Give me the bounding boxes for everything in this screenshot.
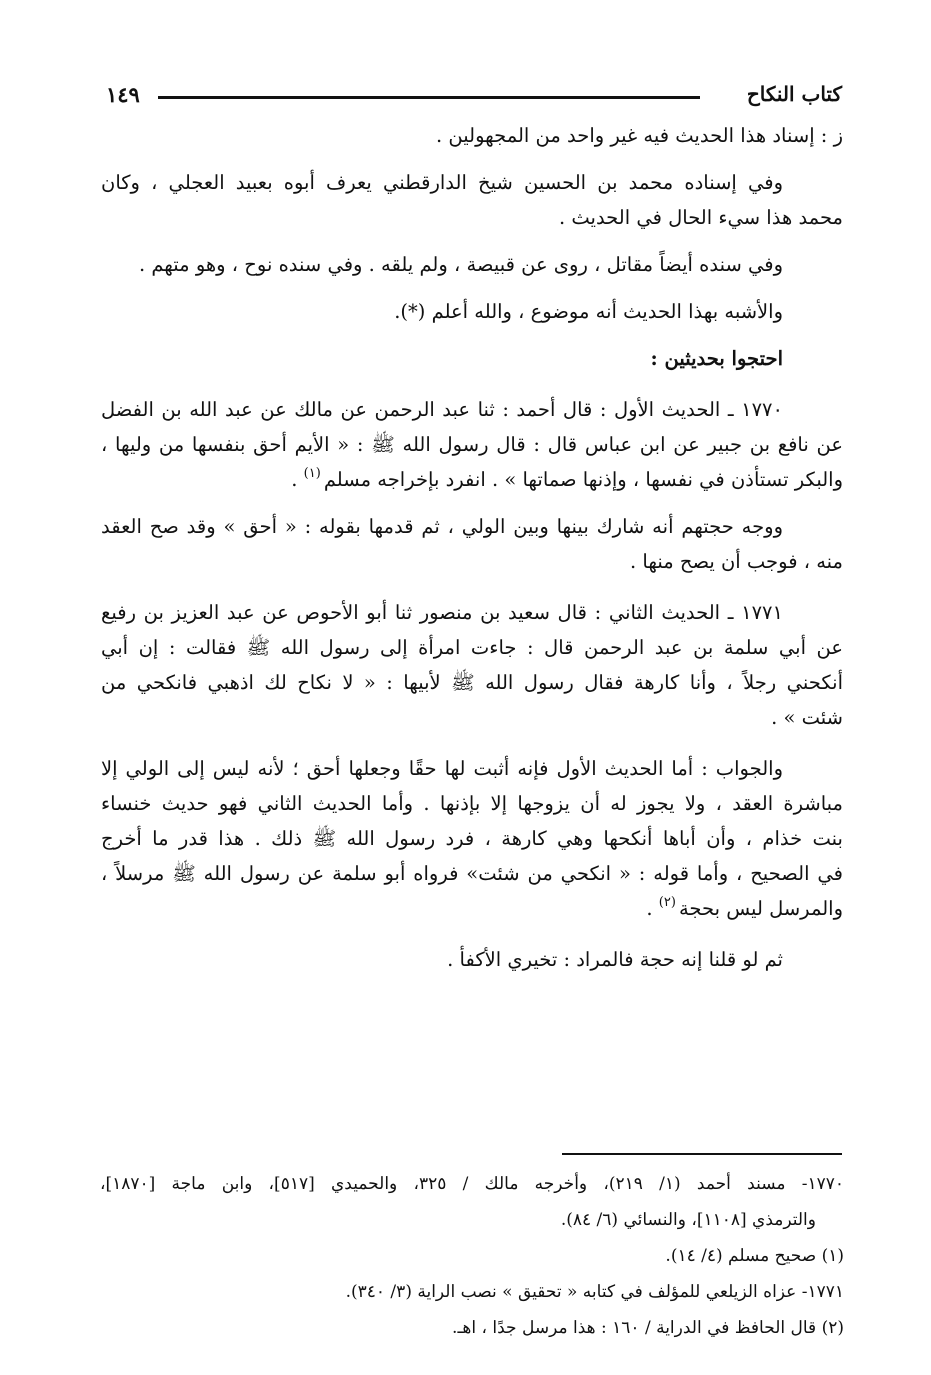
- footnote-line: (١) صحيح مسلم (٤/ ١٤).: [665, 1246, 844, 1266]
- footnote-rule: [562, 1153, 842, 1155]
- hadith-line: عن أبي سلمة بن عبد الرحمن قال : جاءت امرأة إلى رسول الله ﷺ فقالت : إن أبي: [101, 636, 843, 659]
- text-line: في الصحيح ، وأما قوله : « انكحي من شئت» فرواه أبو سلمة عن رسول الله ﷺ مرسلاً ،: [101, 862, 843, 885]
- hadith-text: والبكر تستأذن في نفسها ، وإذنها صماتها » . انفرد بإخراجه مسلم: [323, 468, 843, 491]
- footnotes: [100, 1166, 844, 1346]
- chapter-title: كتاب النكاح: [746, 82, 842, 106]
- footnote-line: ١٧٧٠- مسند أحمد (١/ ٢١٩)، وأخرجه مالك / ٣٢٥، والحميدي [٥١٧]، وابن ماجة [١٨٧٠]،: [100, 1174, 845, 1194]
- hadith-line: ١٧٧١ ـ الحديث الثاني : قال سعيد بن منصور ثنا أبو الأحوص عن عبد العزيز بن رفيع: [101, 601, 783, 624]
- footnote-line: ١٧٧١- عزاه الزيلعي للمؤلف في كتابه « تحقيق » نصب الراية (٣/ ٣٤٠).: [345, 1282, 844, 1302]
- text-line: محمد هذا سيء الحال في الحديث .: [558, 206, 843, 229]
- text-line: والجواب : أما الحديث الأول فإنه أثبت لها حقًا وجعلها أحق ؛ لأنه ليس إلى الولي إلا: [101, 757, 783, 780]
- text-line: والأشبه بهذا الحديث أنه موضوع ، والله أعلم (*).: [394, 300, 783, 323]
- hadith-line: عن نافع بن جبير عن ابن عباس قال : قال رسول الله ﷺ : « الأيم أحق بنفسها من وليها ،: [101, 433, 843, 456]
- period: .: [646, 897, 653, 920]
- hadith-line: [101, 462, 843, 497]
- text-line: بنت خذام ، وأن أباها أنكحها وهي كارهة ، فرد رسول الله ﷺ ذلك . هذا قدر ما أخرج: [101, 827, 843, 850]
- text-line: [101, 891, 843, 926]
- page-number: ١٤٩: [106, 82, 140, 107]
- footnote-line: (٢) قال الحافظ في الدراية / ١٦٠ : هذا مرسل جدًا ، اهـ.: [452, 1318, 844, 1338]
- period: .: [291, 468, 298, 491]
- text-line: وفي سنده أيضاً مقاتل ، روى عن قبيصة ، ولم يلقه . وفي سنده نوح ، وهو متهم .: [138, 253, 783, 276]
- header-rule: [158, 96, 700, 99]
- footnote-ref: (٢): [658, 895, 676, 910]
- footnote-ref: (١): [303, 466, 321, 481]
- hadith-line: ١٧٧٠ ـ الحديث الأول : قال أحمد : ثنا عبد الرحمن عن مالك عن عبد الله بن الفضل: [101, 398, 783, 421]
- footnote-line: والترمذي [١١٠٨]، والنسائي (٦/ ٨٤).: [560, 1210, 816, 1230]
- text-line: وفي إسناده محمد بن الحسين شيخ الدارقطني يعرف أبوه بعبيد العجلي ، وكان: [101, 171, 783, 194]
- text-line: ز : إسناد هذا الحديث فيه غير واحد من المجهولين .: [436, 124, 843, 147]
- text-line: ثم لو قلنا إنه حجة فالمراد : تخيري الأكفأ .: [447, 948, 783, 971]
- text-line: ووجه حجتهم أنه شارك بينها وبين الولي ، ثم قدمها بقوله : « أحق » وقد صح العقد: [101, 515, 783, 538]
- hadith-line: أنكحني رجلاً ، وأنا كارهة فقال رسول الله ﷺ لأبيها : « لا نكاح لك اذهبي فانكحي من: [101, 671, 843, 694]
- line-text: والمرسل ليس بحجة: [678, 897, 843, 920]
- text-line: مباشرة العقد ، ولا يجوز له أن يزوجها إلا بإذنها . وأما الحديث الثاني فهو حديث خنساء: [101, 792, 843, 815]
- section-heading: احتجوا بحديثين :: [650, 347, 783, 370]
- main-text: [101, 118, 843, 977]
- hadith-line: شئت » .: [771, 706, 843, 729]
- page-header: [100, 78, 842, 114]
- text-line: منه ، فوجب أن يصح منها .: [630, 550, 843, 573]
